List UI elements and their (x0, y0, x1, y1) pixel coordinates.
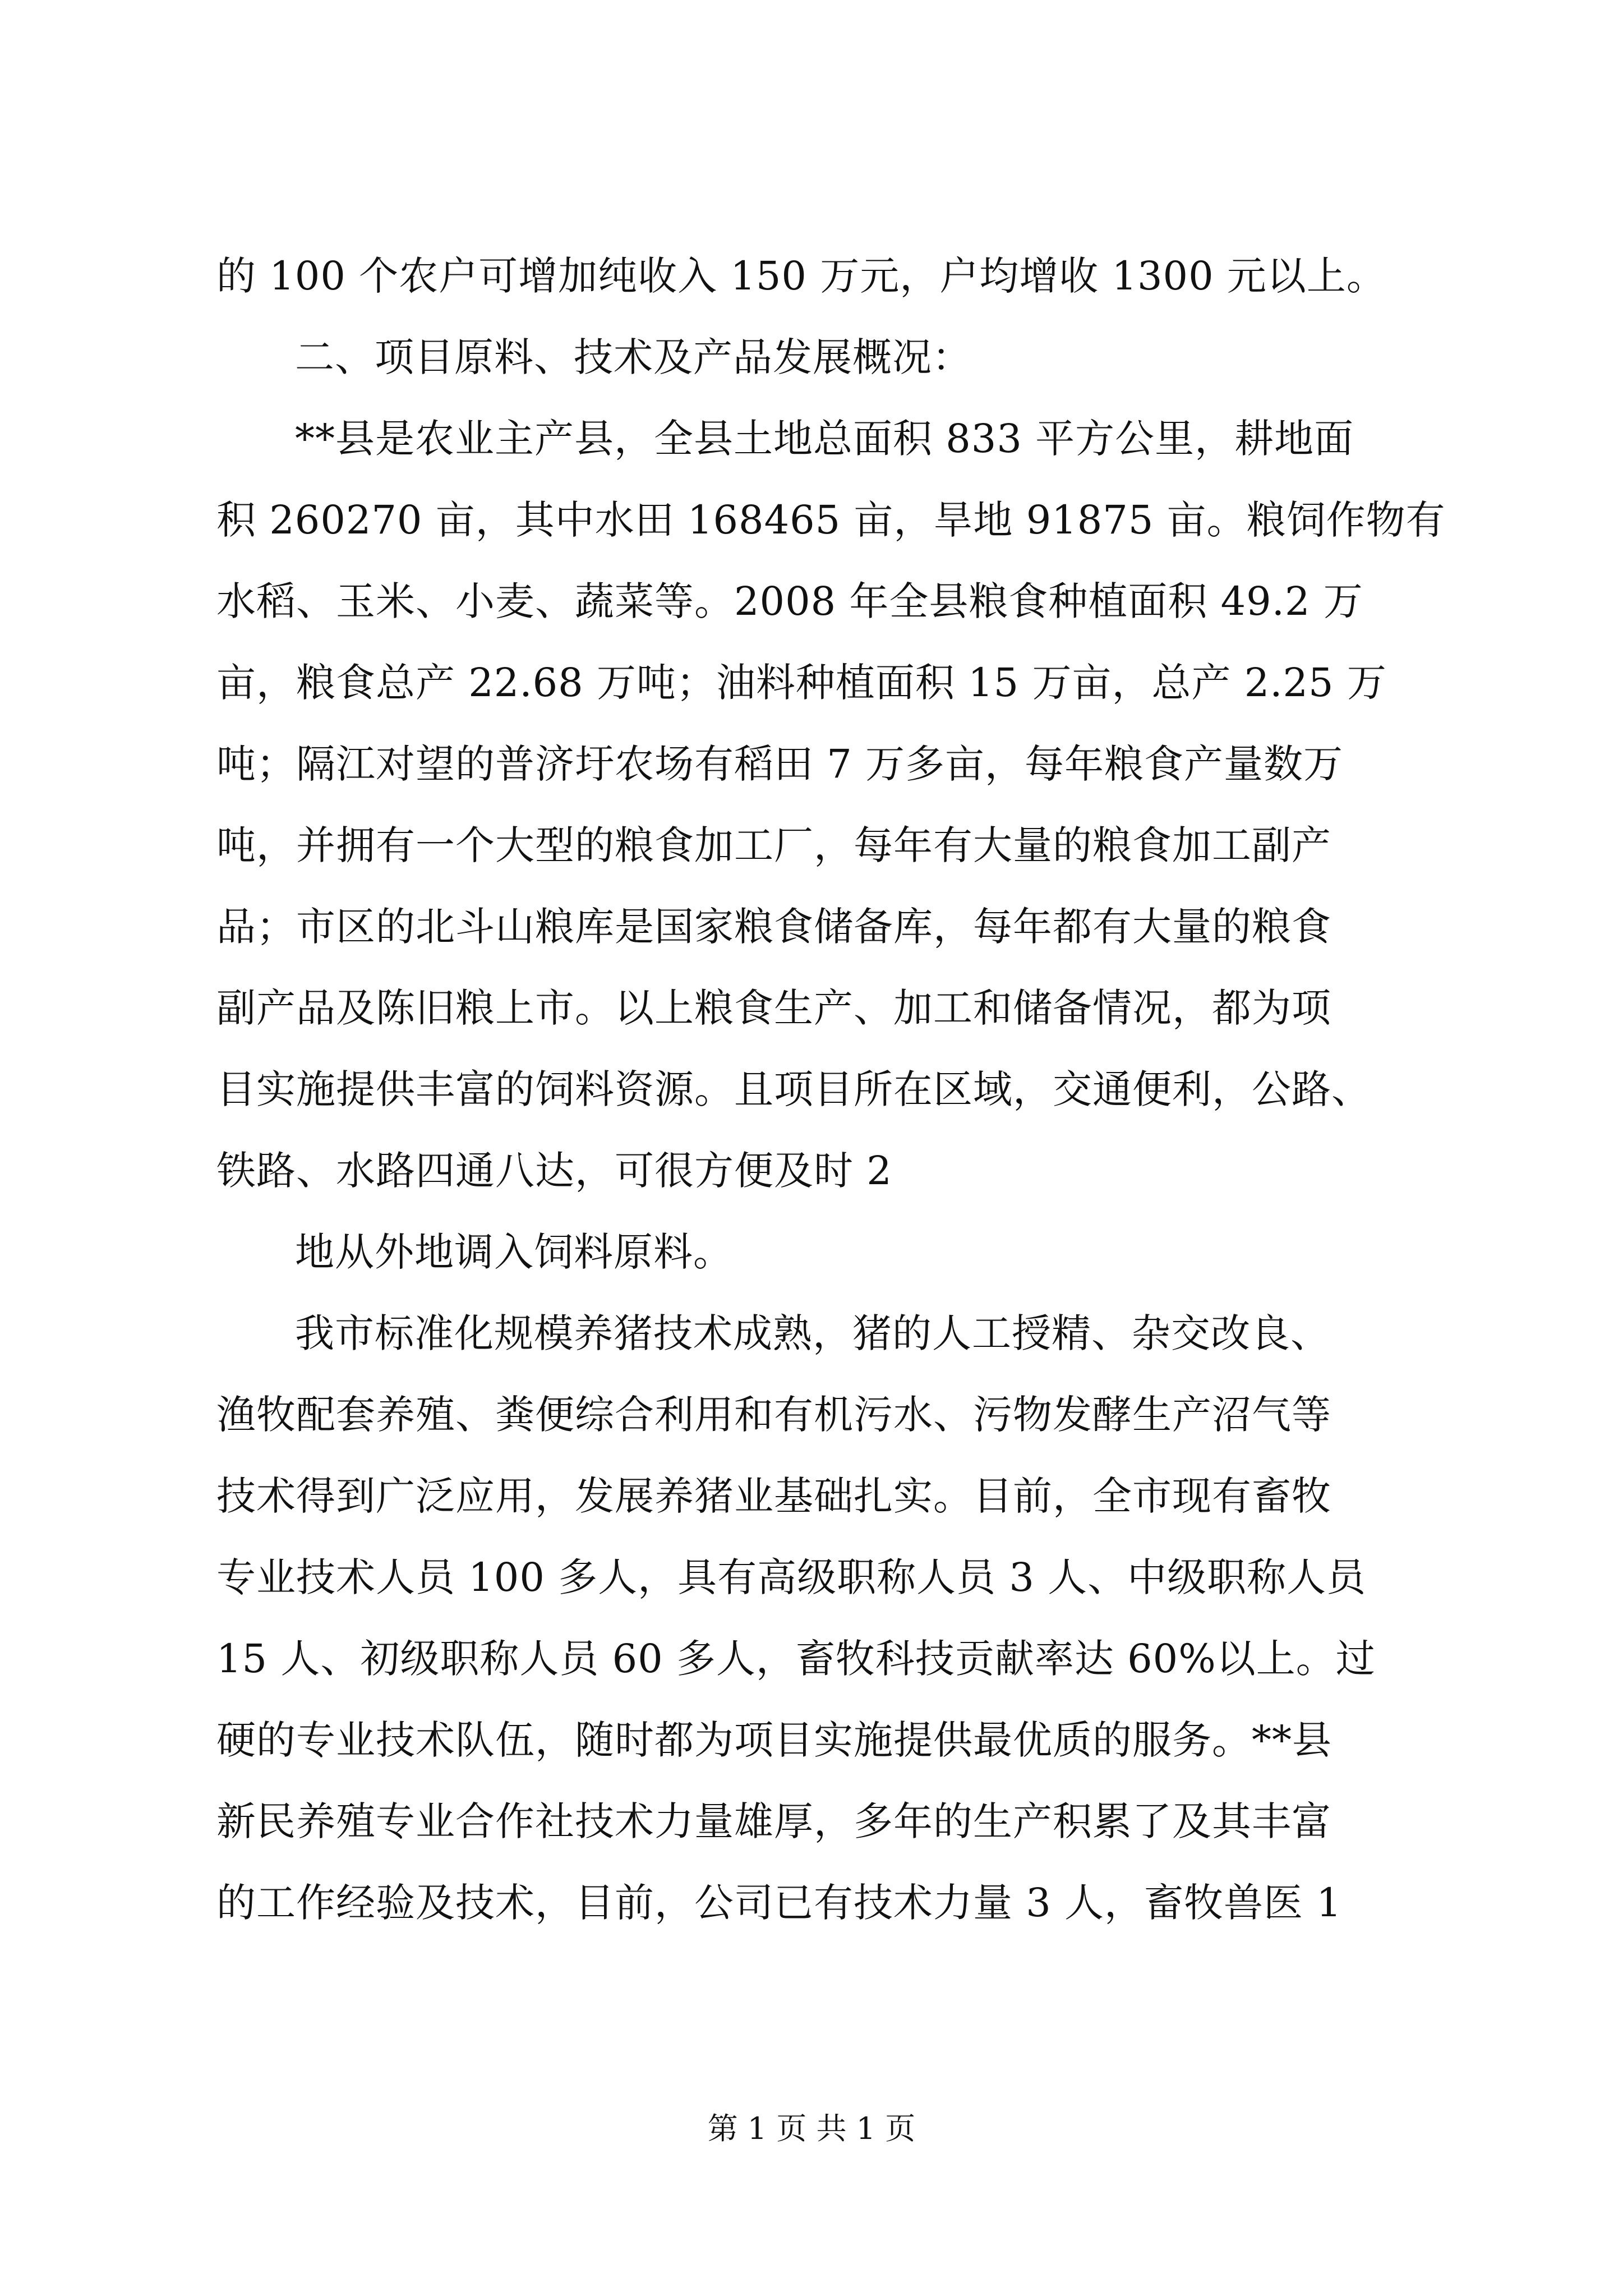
text-line-9: 品；市区的北斗山粮库是国家粮食储备库，每年都有大量的粮食 (216, 904, 1331, 950)
text-line-10: 副产品及陈旧粮上市。以上粮食生产、加工和储备情况，都为项 (216, 985, 1331, 1031)
text-line-18: 15 人、初级职称人员 60 多人，畜牧科技贡献率达 60%以上。过 (216, 1636, 1376, 1682)
text-line-5: 水稻、玉米、小麦、蔬菜等。2008 年全县粮食种植面积 49.2 万 (216, 578, 1363, 624)
text-line-12: 铁路、水路四通八达，可很方便及时 2 (216, 1148, 892, 1194)
text-line-21: 的工作经验及技术，目前，公司已有技术力量 3 人，畜牧兽医 1 (216, 1880, 1342, 1926)
text-line-1: 的 100 个农户可增加纯收入 150 万元，户均增收 1300 元以上。 (216, 253, 1386, 299)
text-line-16: 技术得到广泛应用，发展养猪业基础扎实。目前，全市现有畜牧 (216, 1473, 1331, 1519)
text-line-17: 专业技术人员 100 多人，具有高级职称人员 3 人、中级职称人员 (216, 1554, 1367, 1600)
text-line-3: **县是农业主产县，全县土地总面积 833 平方公里，耕地面 (295, 416, 1354, 462)
section-heading: 二、项目原料、技术及产品发展概况： (295, 334, 972, 380)
text-line-19: 硬的专业技术队伍，随时都为项目实施提供最优质的服务。**县 (216, 1717, 1332, 1763)
page-footer: 第 1 页 共 1 页 (707, 2111, 916, 2146)
text-line-4: 积 260270 亩，其中水田 168465 亩，旱地 91875 亩。粮饲作物有 (216, 497, 1446, 543)
text-line-7: 吨；隔江对望的普济圩农场有稻田 7 万多亩，每年粮食产量数万 (216, 741, 1344, 787)
text-line-6: 亩，粮食总产 22.68 万吨；油料种植面积 15 万亩，总产 2.25 万 (216, 660, 1387, 706)
text-line-8: 吨，并拥有一个大型的粮食加工厂，每年有大量的粮食加工副产 (216, 822, 1331, 868)
text-line-13: 地从外地调入饲料原料。 (295, 1229, 733, 1275)
text-line-20: 新民养殖专业合作社技术力量雄厚，多年的生产积累了及其丰富 (216, 1798, 1331, 1844)
text-line-15: 渔牧配套养殖、粪便综合利用和有机污水、污物发酵生产沼气等 (216, 1392, 1331, 1438)
text-line-14: 我市标准化规模养猪技术成熟，猪的人工授精、杂交改良、 (295, 1310, 1330, 1356)
text-line-11: 目实施提供丰富的饲料资源。且项目所在区域，交通便利，公路、 (216, 1066, 1371, 1112)
